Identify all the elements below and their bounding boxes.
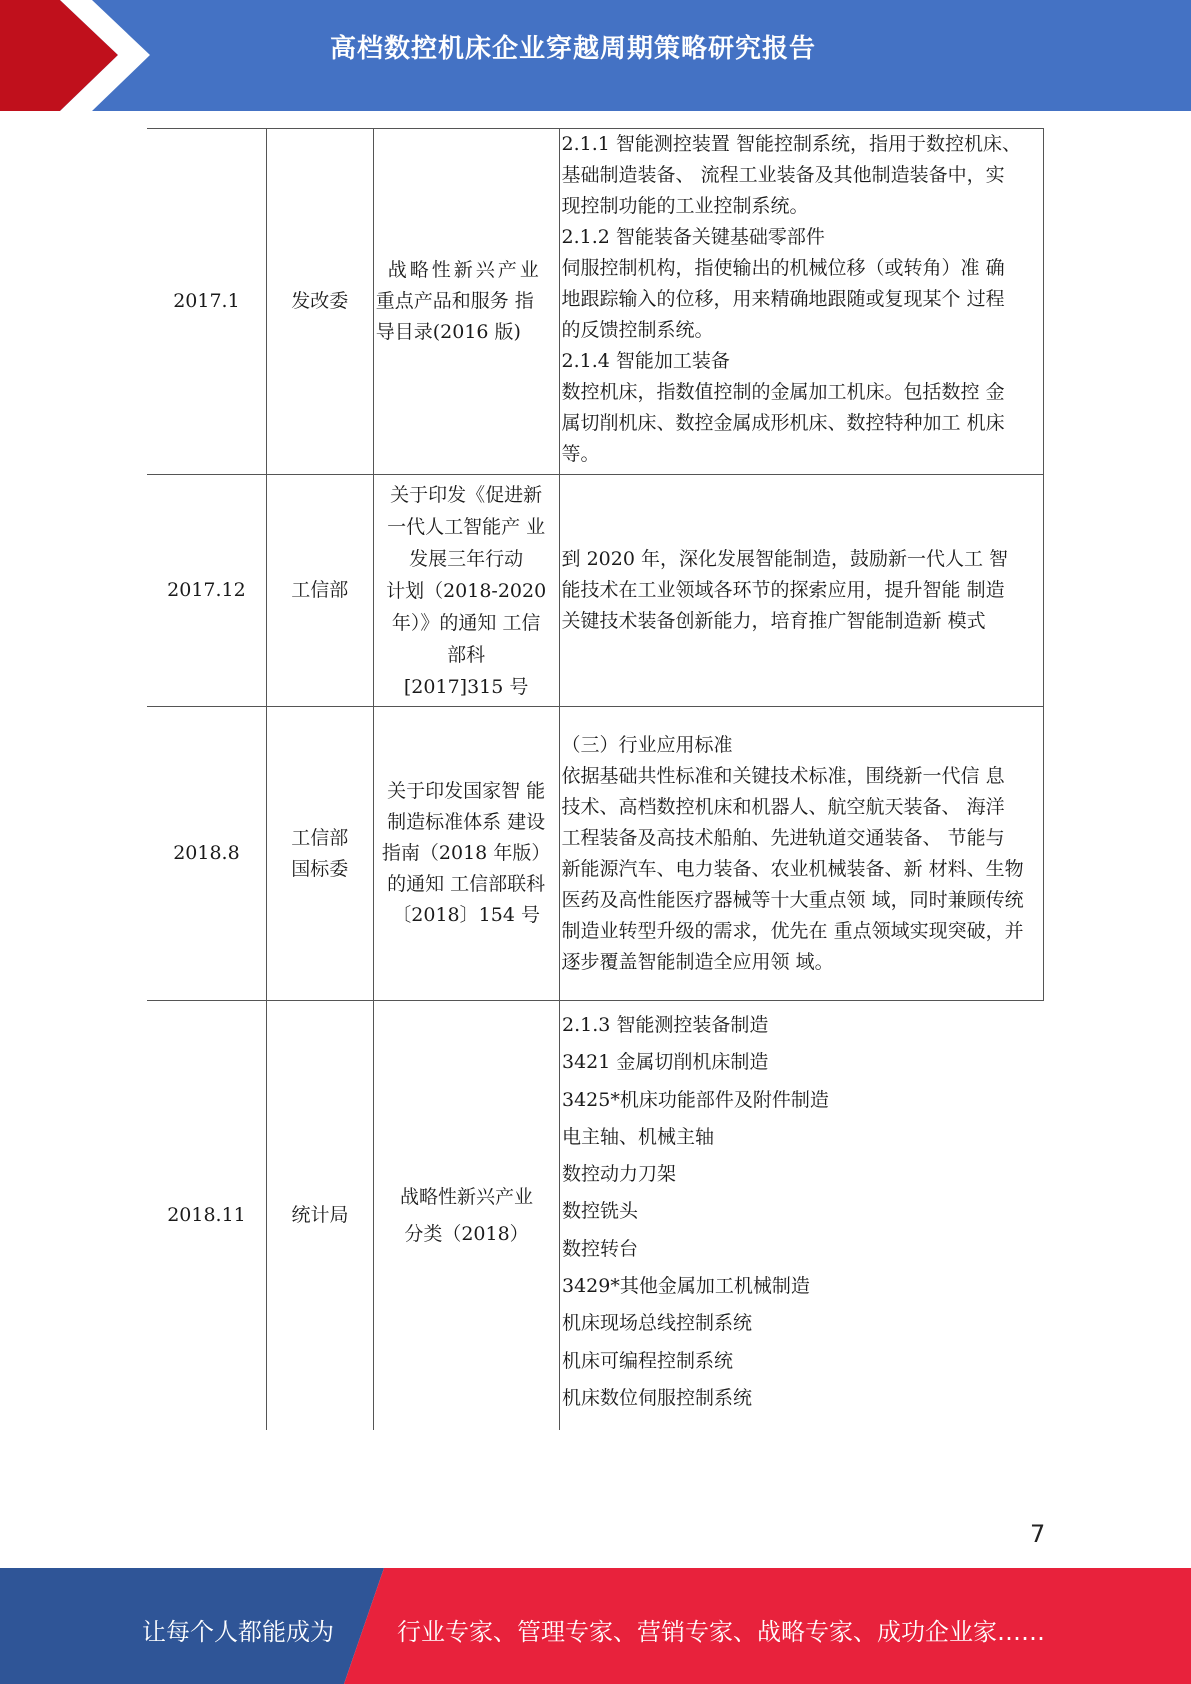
doc-line: 分类（2018）: [404, 1222, 529, 1245]
date-cell: 2017.12: [147, 475, 267, 706]
doc-line: 发展三年行动: [409, 547, 524, 570]
doc-line: 战略性新兴产业: [387, 259, 542, 281]
content-line: 3429*其他金属加工机械制造: [562, 1275, 810, 1298]
doc-line: 计划（2018-2020: [386, 579, 547, 602]
content-line: 技术、高档数控机床和机器人、航空航天装备、 海洋: [561, 795, 1005, 818]
content-line: 依据基础共性标准和关键技术标准，围绕新一代信 息: [561, 764, 1005, 787]
document-cell: [374, 475, 560, 706]
doc-line: 重点产品和服务 指: [375, 290, 534, 312]
content-line: 地跟踪输入的位移，用来精确地跟随或复现某个 过程: [561, 288, 1005, 310]
report-footer: [0, 1568, 1191, 1684]
content-line: 医药及高性能医疗器械等十大重点领 域，同时兼顾传统: [561, 888, 1024, 911]
policy-table: [147, 128, 1044, 1430]
content-line: 2.1.4 智能加工装备: [561, 350, 730, 372]
table-row: [147, 1000, 1044, 1430]
dept-line: 国标委: [291, 857, 349, 880]
content-line: 3425*机床功能部件及附件制造: [562, 1088, 829, 1111]
dept-cell: [267, 707, 374, 1000]
document-cell: [374, 707, 560, 1000]
content-line: 机床可编程控制系统: [562, 1349, 734, 1372]
doc-line: 指南（2018 年版）: [381, 842, 551, 864]
doc-line: [2017]315 号: [403, 675, 529, 698]
content-line: 机床数位伺服控制系统: [562, 1386, 753, 1409]
content-line: 伺服控制机构，指使输出的机械位移（或转角）准 确: [561, 257, 1005, 279]
content-line: 2.1.1 智能测控装置 智能控制系统，指用于数控机床、: [561, 133, 1021, 155]
content-line: （三）行业应用标准: [561, 733, 733, 756]
page-number: 7: [1030, 1520, 1046, 1548]
content-line: 电主轴、机械主轴: [562, 1125, 715, 1148]
content-cell: [560, 129, 1043, 474]
date-cell: 2018.8: [147, 707, 267, 1000]
dept-line: 统计局: [291, 1204, 349, 1226]
content-line: 2.1.2 智能装备关键基础零部件: [561, 226, 825, 248]
doc-line: 导目录(2016 版): [375, 321, 521, 343]
content-line: 的反馈控制系统。: [561, 319, 714, 341]
dept-cell: [267, 475, 374, 706]
content-line: 新能源汽车、电力装备、农业机械装备、新 材料、生物: [561, 857, 1024, 880]
content-line: 属切削机床、数控金属成形机床、数控特种加工 机床: [561, 412, 1005, 434]
header-chevron-decoration: [0, 0, 160, 111]
doc-line: 〔2018〕154 号: [392, 904, 540, 926]
content-line: 现控制功能的工业控制系统。: [561, 195, 809, 217]
content-cell: [560, 475, 1043, 706]
content-cell: [560, 1001, 1044, 1430]
content-line: 机床现场总线控制系统: [562, 1312, 753, 1335]
doc-line: 一代人工智能产 业: [387, 515, 546, 538]
content-line: 数控机床，指数值控制的金属加工机床。包括数控 金: [561, 381, 1005, 403]
content-line: 数控铣头: [562, 1200, 639, 1223]
content-line: 基础制造装备、 流程工业装备及其他制造装备中，实: [561, 164, 1005, 186]
content-line: 等。: [561, 443, 600, 465]
content-cell: [560, 707, 1043, 1000]
dept-line: 发改委: [291, 290, 349, 312]
content-line: 工程装备及高技术船舶、先进轨道交通装备、 节能与: [561, 826, 1005, 849]
content-line: 3421 金属切削机床制造: [562, 1051, 769, 1074]
content-line: 能技术在工业领域各环节的探索应用，提升智能 制造: [561, 579, 1005, 601]
table-row: [147, 474, 1044, 706]
content-line: 数控转台: [562, 1237, 639, 1260]
doc-line: 制造标准体系 建设: [387, 811, 546, 833]
date-cell: 2018.11: [147, 1001, 267, 1430]
report-title: 高档数控机床企业穿越周期策略研究报告: [330, 34, 817, 64]
document-cell: [374, 129, 560, 474]
doc-line: 年）》的通知 工信: [391, 611, 541, 634]
content-line: 制造业转型升级的需求，优先在 重点领域实现突破，并: [561, 919, 1024, 942]
dept-cell: [267, 129, 374, 474]
doc-line: 关于印发《促进新: [390, 483, 543, 506]
content-line: 关键技术装备创新能力，培育推广智能制造新 模式: [561, 610, 986, 632]
footer-slogan-right: 行业专家、管理专家、营销专家、战略专家、成功企业家……: [397, 1618, 1045, 1646]
table-row: [147, 706, 1044, 1000]
doc-line: 关于印发国家智 能: [387, 780, 546, 802]
dept-cell: [267, 1001, 374, 1430]
content-line: 到 2020 年，深化发展智能制造，鼓励新一代人工 智: [561, 548, 1009, 570]
doc-line: 战略性新兴产业: [399, 1185, 533, 1208]
footer-slogan-left: 让每个人都能成为: [142, 1618, 334, 1646]
content-line: 逐步覆盖智能制造全应用领 域。: [561, 950, 834, 973]
dept-line: 工信部: [291, 826, 349, 849]
document-cell: [374, 1001, 560, 1430]
dept-line: 工信部: [291, 579, 349, 601]
doc-line: 的通知 工信部联科: [387, 873, 546, 895]
doc-line: 部科: [447, 643, 486, 666]
content-line: 数控动力刀架: [562, 1163, 677, 1186]
report-header: [0, 0, 1191, 111]
table-row: [147, 128, 1044, 474]
date-cell: 2017.1: [147, 129, 267, 474]
content-line: 2.1.3 智能测控装备制造: [562, 1014, 769, 1036]
